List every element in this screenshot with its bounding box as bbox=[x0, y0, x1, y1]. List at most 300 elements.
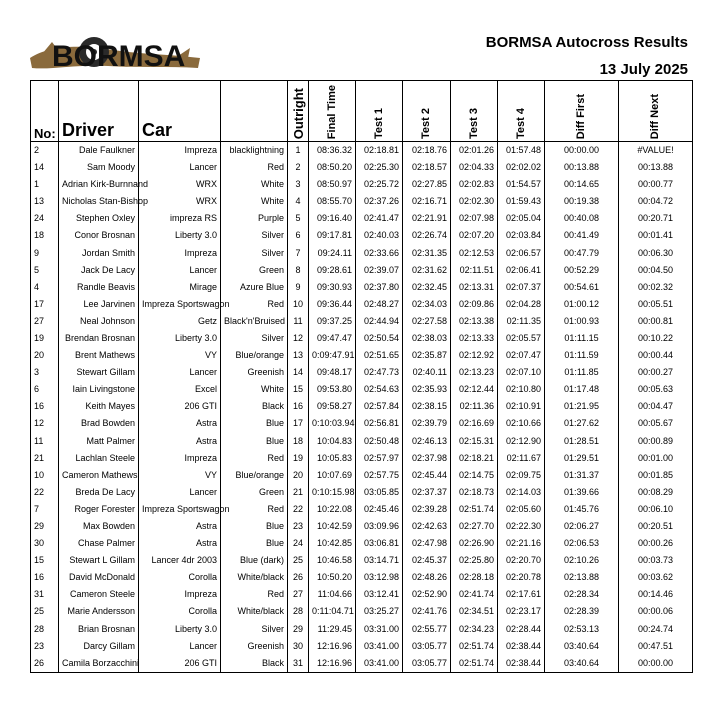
cell-test4: 02:04.28 bbox=[498, 296, 545, 313]
cell-test2: 02:26.74 bbox=[403, 227, 451, 244]
cell-final-time: 09:48.17 bbox=[309, 364, 356, 381]
cell-driver: Stewart Gillam bbox=[59, 364, 139, 381]
col-header-car: Car bbox=[139, 81, 221, 142]
cell-no: 23 bbox=[31, 638, 59, 655]
cell-colour: Black bbox=[221, 655, 288, 673]
cell-test3: 02:34.51 bbox=[451, 603, 498, 620]
cell-test1: 02:40.03 bbox=[356, 227, 403, 244]
cell-outright: 3 bbox=[288, 176, 309, 193]
cell-final-time: 09:16.40 bbox=[309, 210, 356, 227]
cell-colour: Black bbox=[221, 398, 288, 415]
cell-final-time: 0:09:47.91 bbox=[309, 347, 356, 364]
cell-diff-first: 01:29.51 bbox=[545, 450, 619, 467]
cell-test2: 02:39.79 bbox=[403, 415, 451, 432]
cell-test4: 02:05.04 bbox=[498, 210, 545, 227]
cell-colour: White bbox=[221, 193, 288, 210]
cell-test1: 02:25.72 bbox=[356, 176, 403, 193]
cell-test4: 02:28.44 bbox=[498, 621, 545, 638]
cell-test3: 02:01.26 bbox=[451, 142, 498, 160]
cell-outright: 5 bbox=[288, 210, 309, 227]
cell-diff-next: 00:00.06 bbox=[619, 603, 693, 620]
cell-diff-next: 00:00.89 bbox=[619, 433, 693, 450]
cell-test4: 02:20.78 bbox=[498, 569, 545, 586]
cell-final-time: 08:50.20 bbox=[309, 159, 356, 176]
cell-car: VY bbox=[139, 467, 221, 484]
cell-test2: 03:05.77 bbox=[403, 638, 451, 655]
cell-final-time: 09:28.61 bbox=[309, 262, 356, 279]
cell-driver: Keith Mayes bbox=[59, 398, 139, 415]
table-row bbox=[31, 398, 693, 415]
cell-test4: 02:02.02 bbox=[498, 159, 545, 176]
cell-test3: 02:15.31 bbox=[451, 433, 498, 450]
cell-test2: 02:38.03 bbox=[403, 330, 451, 347]
diff-next-label: Diff Next bbox=[649, 93, 661, 139]
cell-test4: 02:06.57 bbox=[498, 244, 545, 261]
cell-outright: 31 bbox=[288, 655, 309, 673]
cell-diff-next: 00:05.51 bbox=[619, 296, 693, 313]
cell-car: Impreza bbox=[139, 142, 221, 160]
cell-test1: 02:50.48 bbox=[356, 433, 403, 450]
final-time-label: Final Time bbox=[325, 84, 338, 139]
cell-final-time: 10:05.83 bbox=[309, 450, 356, 467]
cell-test3: 02:07.20 bbox=[451, 227, 498, 244]
cell-final-time: 08:36.32 bbox=[309, 142, 356, 160]
cell-test4: 01:57.48 bbox=[498, 142, 545, 160]
cell-colour: Red bbox=[221, 450, 288, 467]
cell-colour: White bbox=[221, 176, 288, 193]
cell-driver: Jordan Smith bbox=[59, 244, 139, 261]
table-row bbox=[31, 159, 693, 176]
cell-outright: 14 bbox=[288, 364, 309, 381]
cell-final-time: 11:29.45 bbox=[309, 621, 356, 638]
cell-test4: 02:23.17 bbox=[498, 603, 545, 620]
cell-colour: Red bbox=[221, 159, 288, 176]
cell-diff-next: 00:00.81 bbox=[619, 313, 693, 330]
table-row bbox=[31, 244, 693, 261]
cell-outright: 19 bbox=[288, 450, 309, 467]
cell-diff-next: 00:03.73 bbox=[619, 552, 693, 569]
cell-colour: Purple bbox=[221, 210, 288, 227]
cell-diff-first: 01:39.66 bbox=[545, 484, 619, 501]
table-row bbox=[31, 467, 693, 484]
cell-diff-first: 00:19.38 bbox=[545, 193, 619, 210]
cell-driver: Chase Palmer bbox=[59, 535, 139, 552]
diff-first-label: Diff First bbox=[575, 93, 587, 139]
cell-driver: Jack De Lacy bbox=[59, 262, 139, 279]
cell-test4: 02:10.91 bbox=[498, 398, 545, 415]
cell-final-time: 10:50.20 bbox=[309, 569, 356, 586]
cell-diff-first: 02:06.53 bbox=[545, 535, 619, 552]
cell-test1: 02:54.63 bbox=[356, 381, 403, 398]
cell-test4: 01:54.57 bbox=[498, 176, 545, 193]
cell-test4: 02:03.84 bbox=[498, 227, 545, 244]
cell-final-time: 09:17.81 bbox=[309, 227, 356, 244]
cell-car: Lancer bbox=[139, 484, 221, 501]
cell-colour: blacklightning bbox=[221, 142, 288, 160]
cell-outright: 10 bbox=[288, 296, 309, 313]
cell-test3: 02:13.33 bbox=[451, 330, 498, 347]
cell-car: Impreza bbox=[139, 450, 221, 467]
cell-diff-first: 00:54.61 bbox=[545, 279, 619, 296]
cell-test4: 02:14.03 bbox=[498, 484, 545, 501]
cell-diff-first: 01:17.48 bbox=[545, 381, 619, 398]
cell-no: 20 bbox=[31, 347, 59, 364]
cell-test1: 03:12.41 bbox=[356, 586, 403, 603]
cell-colour: Silver bbox=[221, 621, 288, 638]
cell-colour: Blue bbox=[221, 518, 288, 535]
cell-driver: Nicholas Stan-Bishop bbox=[59, 193, 139, 210]
cell-test3: 02:12.44 bbox=[451, 381, 498, 398]
cell-test2: 02:42.63 bbox=[403, 518, 451, 535]
cell-diff-first: 02:53.13 bbox=[545, 621, 619, 638]
cell-test3: 02:13.31 bbox=[451, 279, 498, 296]
cell-final-time: 10:07.69 bbox=[309, 467, 356, 484]
col-header-diff-next bbox=[619, 81, 693, 142]
cell-diff-first: 01:11.85 bbox=[545, 364, 619, 381]
cell-driver: Cameron Steele bbox=[59, 586, 139, 603]
cell-no: 28 bbox=[31, 621, 59, 638]
cell-test1: 02:47.73 bbox=[356, 364, 403, 381]
cell-no: 18 bbox=[31, 227, 59, 244]
cell-test1: 03:25.27 bbox=[356, 603, 403, 620]
cell-car: Lancer bbox=[139, 638, 221, 655]
cell-final-time: 0:11:04.71 bbox=[309, 603, 356, 620]
cell-driver: Matt Palmer bbox=[59, 433, 139, 450]
cell-diff-next: 00:04.50 bbox=[619, 262, 693, 279]
cell-final-time: 08:55.70 bbox=[309, 193, 356, 210]
cell-no: 25 bbox=[31, 603, 59, 620]
page-title: BORMSA Autocross Results bbox=[485, 34, 688, 51]
cell-diff-next: 00:00.77 bbox=[619, 176, 693, 193]
cell-car: Impreza Sportswagon bbox=[139, 501, 221, 518]
cell-test3: 02:02.30 bbox=[451, 193, 498, 210]
table-row bbox=[31, 433, 693, 450]
cell-colour: Silver bbox=[221, 244, 288, 261]
cell-diff-first: 02:13.88 bbox=[545, 569, 619, 586]
outright-label: Outright bbox=[290, 87, 306, 139]
cell-car: Lancer bbox=[139, 364, 221, 381]
cell-driver: Conor Brosnan bbox=[59, 227, 139, 244]
results-body bbox=[31, 142, 693, 673]
cell-test4: 02:11.35 bbox=[498, 313, 545, 330]
cell-test3: 02:12.53 bbox=[451, 244, 498, 261]
cell-colour: Green bbox=[221, 484, 288, 501]
cell-test3: 02:51.74 bbox=[451, 638, 498, 655]
cell-diff-next: 00:05.67 bbox=[619, 415, 693, 432]
cell-test3: 02:07.98 bbox=[451, 210, 498, 227]
cell-test4: 02:38.44 bbox=[498, 638, 545, 655]
cell-test4: 02:07.47 bbox=[498, 347, 545, 364]
cell-car: Astra bbox=[139, 518, 221, 535]
cell-final-time: 0:10:03.94 bbox=[309, 415, 356, 432]
cell-diff-next: 00:04.47 bbox=[619, 398, 693, 415]
col-header-no: No: bbox=[31, 81, 59, 142]
cell-driver: Iain Livingstone bbox=[59, 381, 139, 398]
cell-diff-next: 00:06.10 bbox=[619, 501, 693, 518]
cell-test2: 02:35.87 bbox=[403, 347, 451, 364]
cell-final-time: 09:24.11 bbox=[309, 244, 356, 261]
cell-final-time: 10:42.59 bbox=[309, 518, 356, 535]
cell-no: 19 bbox=[31, 330, 59, 347]
cell-colour: Silver bbox=[221, 227, 288, 244]
col-header-outright bbox=[288, 81, 309, 142]
cell-diff-first: 01:00.12 bbox=[545, 296, 619, 313]
cell-car: Liberty 3.0 bbox=[139, 330, 221, 347]
cell-final-time: 08:50.97 bbox=[309, 176, 356, 193]
cell-test1: 02:57.84 bbox=[356, 398, 403, 415]
test2-label: Test 2 bbox=[420, 108, 432, 139]
cell-diff-first: 01:27.62 bbox=[545, 415, 619, 432]
cell-no: 11 bbox=[31, 433, 59, 450]
table-row bbox=[31, 655, 693, 673]
table-row bbox=[31, 210, 693, 227]
cell-test1: 02:45.46 bbox=[356, 501, 403, 518]
cell-test3: 02:16.69 bbox=[451, 415, 498, 432]
cell-test3: 02:51.74 bbox=[451, 655, 498, 673]
cell-car: Impreza bbox=[139, 586, 221, 603]
cell-car: Corolla bbox=[139, 603, 221, 620]
cell-test2: 02:46.13 bbox=[403, 433, 451, 450]
cell-diff-next: 00:00.44 bbox=[619, 347, 693, 364]
cell-test1: 02:39.07 bbox=[356, 262, 403, 279]
cell-colour: Black'n'Bruised bbox=[221, 313, 288, 330]
cell-diff-first: 02:06.27 bbox=[545, 518, 619, 535]
cell-diff-first: 01:21.95 bbox=[545, 398, 619, 415]
cell-diff-next: 00:08.29 bbox=[619, 484, 693, 501]
cell-test1: 02:48.27 bbox=[356, 296, 403, 313]
cell-car: Astra bbox=[139, 433, 221, 450]
table-row bbox=[31, 621, 693, 638]
cell-colour: Silver bbox=[221, 330, 288, 347]
cell-diff-next: 00:04.72 bbox=[619, 193, 693, 210]
cell-diff-next: 00:13.88 bbox=[619, 159, 693, 176]
cell-diff-next: 00:00.26 bbox=[619, 535, 693, 552]
table-row bbox=[31, 364, 693, 381]
cell-test1: 02:37.80 bbox=[356, 279, 403, 296]
cell-test1: 02:37.26 bbox=[356, 193, 403, 210]
cell-diff-next: 00:14.46 bbox=[619, 586, 693, 603]
cell-diff-next: 00:47.51 bbox=[619, 638, 693, 655]
cell-test4: 02:21.16 bbox=[498, 535, 545, 552]
cell-diff-first: 00:41.49 bbox=[545, 227, 619, 244]
cell-test3: 02:34.23 bbox=[451, 621, 498, 638]
cell-test1: 02:57.75 bbox=[356, 467, 403, 484]
cell-test1: 02:33.66 bbox=[356, 244, 403, 261]
cell-test2: 02:32.45 bbox=[403, 279, 451, 296]
cell-test4: 02:07.37 bbox=[498, 279, 545, 296]
cell-test2: 02:37.98 bbox=[403, 450, 451, 467]
cell-diff-next: #VALUE! bbox=[619, 142, 693, 160]
cell-test1: 02:57.97 bbox=[356, 450, 403, 467]
cell-diff-next: 00:20.51 bbox=[619, 518, 693, 535]
cell-outright: 9 bbox=[288, 279, 309, 296]
cell-no: 26 bbox=[31, 655, 59, 673]
cell-final-time: 09:36.44 bbox=[309, 296, 356, 313]
col-header-colour bbox=[221, 81, 288, 142]
cell-diff-first: 01:11.15 bbox=[545, 330, 619, 347]
cell-test2: 02:18.76 bbox=[403, 142, 451, 160]
cell-test1: 02:44.94 bbox=[356, 313, 403, 330]
cell-no: 29 bbox=[31, 518, 59, 535]
cell-test4: 02:06.41 bbox=[498, 262, 545, 279]
cell-outright: 12 bbox=[288, 330, 309, 347]
cell-outright: 11 bbox=[288, 313, 309, 330]
table-row bbox=[31, 313, 693, 330]
cell-test2: 02:38.15 bbox=[403, 398, 451, 415]
cell-final-time: 12:16.96 bbox=[309, 655, 356, 673]
cell-test3: 02:11.51 bbox=[451, 262, 498, 279]
cell-colour: Green bbox=[221, 262, 288, 279]
cell-car: Lancer 4dr 2003 bbox=[139, 552, 221, 569]
cell-test2: 02:21.91 bbox=[403, 210, 451, 227]
col-header-driver: Driver bbox=[59, 81, 139, 142]
table-row bbox=[31, 262, 693, 279]
cell-diff-first: 00:14.65 bbox=[545, 176, 619, 193]
cell-no: 7 bbox=[31, 501, 59, 518]
table-row bbox=[31, 279, 693, 296]
test3-label: Test 3 bbox=[467, 108, 480, 139]
cell-test1: 03:14.71 bbox=[356, 552, 403, 569]
col-header-test4 bbox=[498, 81, 545, 142]
cell-test2: 02:31.35 bbox=[403, 244, 451, 261]
cell-test2: 02:34.03 bbox=[403, 296, 451, 313]
cell-colour: Blue/orange bbox=[221, 347, 288, 364]
col-header-test1 bbox=[356, 81, 403, 142]
cell-test3: 02:09.86 bbox=[451, 296, 498, 313]
cell-test4: 02:17.61 bbox=[498, 586, 545, 603]
cell-test2: 02:39.28 bbox=[403, 501, 451, 518]
cell-final-time: 09:30.93 bbox=[309, 279, 356, 296]
cell-test2: 02:18.57 bbox=[403, 159, 451, 176]
cell-diff-next: 00:20.71 bbox=[619, 210, 693, 227]
cell-diff-next: 00:00.27 bbox=[619, 364, 693, 381]
cell-car: Corolla bbox=[139, 569, 221, 586]
cell-diff-first: 02:28.34 bbox=[545, 586, 619, 603]
cell-test4: 02:20.70 bbox=[498, 552, 545, 569]
cell-colour: Blue/orange bbox=[221, 467, 288, 484]
table-row bbox=[31, 330, 693, 347]
cell-driver: Brendan Brosnan bbox=[59, 330, 139, 347]
cell-test3: 02:26.90 bbox=[451, 535, 498, 552]
cell-car: Excel bbox=[139, 381, 221, 398]
cell-diff-first: 02:28.39 bbox=[545, 603, 619, 620]
test4-label: Test 4 bbox=[514, 108, 527, 139]
cell-final-time: 09:58.27 bbox=[309, 398, 356, 415]
cell-diff-next: 00:01.85 bbox=[619, 467, 693, 484]
cell-no: 30 bbox=[31, 535, 59, 552]
cell-no: 15 bbox=[31, 552, 59, 569]
cell-test4: 02:05.57 bbox=[498, 330, 545, 347]
cell-test2: 02:27.58 bbox=[403, 313, 451, 330]
cell-diff-next: 00:00.00 bbox=[619, 655, 693, 673]
cell-diff-first: 00:47.79 bbox=[545, 244, 619, 261]
cell-test3: 02:27.70 bbox=[451, 518, 498, 535]
cell-no: 16 bbox=[31, 398, 59, 415]
cell-car: Impreza bbox=[139, 244, 221, 261]
table-row bbox=[31, 501, 693, 518]
cell-test2: 02:31.62 bbox=[403, 262, 451, 279]
table-row bbox=[31, 347, 693, 364]
table-row bbox=[31, 484, 693, 501]
cell-final-time: 10:22.08 bbox=[309, 501, 356, 518]
cell-no: 2 bbox=[31, 142, 59, 160]
cell-outright: 6 bbox=[288, 227, 309, 244]
cell-test2: 02:35.93 bbox=[403, 381, 451, 398]
cell-test2: 02:45.37 bbox=[403, 552, 451, 569]
cell-test4: 02:11.67 bbox=[498, 450, 545, 467]
cell-diff-next: 00:05.63 bbox=[619, 381, 693, 398]
cell-test1: 02:18.81 bbox=[356, 142, 403, 160]
cell-final-time: 09:53.80 bbox=[309, 381, 356, 398]
cell-car: Impreza Sportswagon bbox=[139, 296, 221, 313]
cell-diff-first: 01:00.93 bbox=[545, 313, 619, 330]
cell-no: 12 bbox=[31, 415, 59, 432]
cell-diff-first: 00:00.00 bbox=[545, 142, 619, 160]
table-row bbox=[31, 518, 693, 535]
table-row bbox=[31, 176, 693, 193]
cell-diff-next: 00:06.30 bbox=[619, 244, 693, 261]
cell-outright: 20 bbox=[288, 467, 309, 484]
cell-car: Astra bbox=[139, 535, 221, 552]
cell-outright: 23 bbox=[288, 518, 309, 535]
table-row bbox=[31, 142, 693, 160]
cell-diff-next: 00:02.32 bbox=[619, 279, 693, 296]
cell-test4: 02:10.80 bbox=[498, 381, 545, 398]
cell-diff-next: 00:03.62 bbox=[619, 569, 693, 586]
cell-outright: 7 bbox=[288, 244, 309, 261]
test1-label: Test 1 bbox=[372, 108, 385, 139]
bormsa-logo-graphic bbox=[28, 28, 206, 78]
cell-test3: 02:13.23 bbox=[451, 364, 498, 381]
cell-test3: 02:12.92 bbox=[451, 347, 498, 364]
cell-driver: Adrian Kirk-Burnnand bbox=[59, 176, 139, 193]
cell-no: 9 bbox=[31, 244, 59, 261]
cell-colour: Blue bbox=[221, 433, 288, 450]
cell-diff-first: 02:10.26 bbox=[545, 552, 619, 569]
cell-test1: 03:31.00 bbox=[356, 621, 403, 638]
cell-colour: Red bbox=[221, 296, 288, 313]
cell-no: 27 bbox=[31, 313, 59, 330]
logo-text: BORMSA bbox=[52, 40, 186, 73]
cell-test1: 03:12.98 bbox=[356, 569, 403, 586]
col-header-test3 bbox=[451, 81, 498, 142]
cell-no: 16 bbox=[31, 569, 59, 586]
cell-no: 24 bbox=[31, 210, 59, 227]
table-row bbox=[31, 296, 693, 313]
cell-diff-first: 00:13.88 bbox=[545, 159, 619, 176]
cell-car: Lancer bbox=[139, 262, 221, 279]
cell-diff-next: 00:01.00 bbox=[619, 450, 693, 467]
cell-final-time: 10:46.58 bbox=[309, 552, 356, 569]
cell-car: VY bbox=[139, 347, 221, 364]
cell-driver: Neal Johnson bbox=[59, 313, 139, 330]
bormsa-logo bbox=[28, 28, 206, 78]
cell-outright: 15 bbox=[288, 381, 309, 398]
cell-test2: 02:40.11 bbox=[403, 364, 451, 381]
table-row bbox=[31, 415, 693, 432]
cell-test2: 02:45.44 bbox=[403, 467, 451, 484]
cell-test4: 02:05.60 bbox=[498, 501, 545, 518]
cell-driver: Randle Beavis bbox=[59, 279, 139, 296]
cell-test1: 03:05.85 bbox=[356, 484, 403, 501]
cell-test2: 02:41.76 bbox=[403, 603, 451, 620]
cell-test3: 02:02.83 bbox=[451, 176, 498, 193]
cell-test1: 03:41.00 bbox=[356, 638, 403, 655]
cell-car: WRX bbox=[139, 176, 221, 193]
cell-driver: Sam Moody bbox=[59, 159, 139, 176]
cell-outright: 4 bbox=[288, 193, 309, 210]
cell-car: Liberty 3.0 bbox=[139, 227, 221, 244]
